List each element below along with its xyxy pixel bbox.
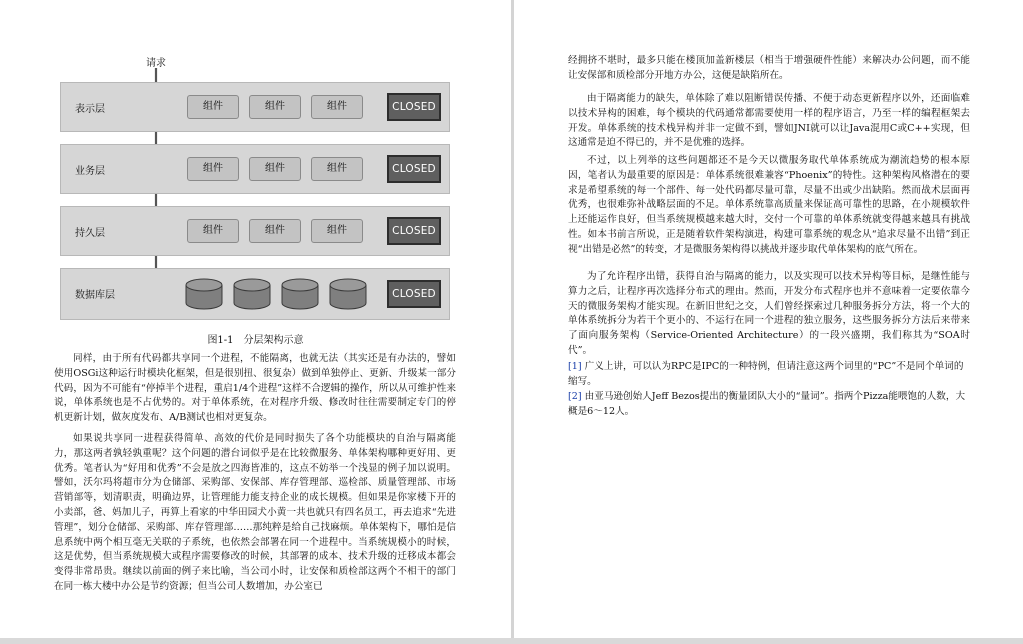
body-paragraph: 同样，由于所有代码都共享同一个进程，不能隔离，也就无法（其实还是有办法的，譬如使用OSGi这种运行时模块化框架，但是很别扭、很复杂）做到单独停止、更新、升级某一部分代码，因为不可能有“停掉半个进程，重启1/4个进程”这样不合逻辑的操作，所以从可维护性来说，单体系统也是不占优势的。对于单体系统，在对程序升级、修改时往往需要制定专门的停机更新计划，做灰度发布、A/B测试也相对更复杂。 bbox=[54, 353, 456, 424]
left-page bbox=[0, 0, 511, 644]
business-layer bbox=[60, 144, 450, 194]
component-box: 组件 bbox=[187, 157, 239, 181]
horizontal-scrollbar[interactable] bbox=[0, 638, 1023, 644]
layer-name: 持久层 bbox=[75, 228, 105, 239]
component-box: 组件 bbox=[187, 95, 239, 119]
footnote-text: 由亚马逊创始人Jeff Bezos提出的衡量团队大小的“量词”。指两个Pizza能喂饱的人数，大概是6～12人。 bbox=[568, 391, 966, 417]
body-paragraph: 为了允许程序出错，获得自治与隔离的能力，以及实现可以技术异构等目标，是继性能与算力之后，让程序再次选择分布式的理由。然而，开发分布式程序也并不意味着一定要依靠今天的微服务架构才能实现。在新旧世纪之交，人们曾经探索过几种服务拆分方法，将一个大的单体系统拆分为若干个更小的、不运行在同一个进程的独立服务，这些服务拆分方法后来带来了面向服务架构（Service-Oriented Architecture）的一段兴盛期，我们称其为“SOA时代”。 bbox=[568, 271, 970, 356]
component-box: 组件 bbox=[311, 95, 363, 119]
component-box: 组件 bbox=[249, 95, 301, 119]
closed-badge: CLOSED bbox=[387, 93, 441, 121]
figure-caption: 图1-1 分层架构示意 bbox=[207, 335, 304, 346]
persistence-layer bbox=[60, 206, 450, 256]
right-page bbox=[514, 0, 1023, 644]
body-paragraph: 不过，以上列举的这些问题都还不是今天以微服务取代单体系统成为潮流趋势的根本原因，笔者认为最重要的原因是：单体系统很难兼容“Phoenix”的特性。这种架构风格潜在的要求是希望系统的每一个部件、每一处代码都尽量可靠，尽量不出或少出缺陷。然而战术层面再优秀，也很难弥补战略层面的不足。单体系统靠高质量来保证高可靠性的思路，在小规模软件上还能运作良好，但当系统规模越来越大时，交付一个可靠的单体系统就变得越来越具有挑战性。如本书前言所说，正是随着软件架构演进，构建可靠系统的观念从“追求尽量不出错”到正视“出错是必然”的转变，才是微服务架构得以挑战并逐步取代单体架构的底气所在。 bbox=[568, 155, 970, 255]
closed-badge: CLOSED bbox=[387, 217, 441, 245]
component-box: 组件 bbox=[249, 157, 301, 181]
body-paragraph: 如果说共享同一进程获得简单、高效的代价是同时损失了各个功能模块的自治与隔离能力，那这两者孰轻孰重呢？这个问题的潜台词似乎是在比较微服务、单体架构哪种更好用、更优秀。笔者认为“好用和优秀”不会是放之四海皆准的，这点不妨举一个浅显的例子加以说明。譬如，沃尔玛将超市分为仓储部、采购部、安保部、库存管理部、巡检部、质量管理部、市场营销部等，划清职责，明确边界，让管理能力能支持企业的成长规模。但如果是你家楼下开的小卖部，爸、妈加儿子，再算上看家的中华田园犬小黄一共也就只有四名员工，再去追求“先进管理”，划分仓储部、采购部、库存管理部……那纯粹是给自己找麻烦。单体架构下，哪怕是信息系统中两个相互毫无关联的子系统，也依然会部署在同一个进程中。当系统规模小的时候，这是优势，但当系统规模大或程序需要修改的时候，其部署的成本、技术升级的迁移成本都会变得非常昂贵。继续以前面的例子来比喻，当公司小时，让安保和质检部这两个不相干的部门在同一栋大楼中办公是节约资源；但当公司人数增加，办公室已 bbox=[54, 433, 456, 592]
footnote bbox=[568, 390, 970, 420]
footnote-link[interactable]: [1] bbox=[568, 361, 582, 372]
database-cylinder-icon bbox=[329, 278, 367, 310]
database-cylinder-icon bbox=[233, 278, 271, 310]
component-box: 组件 bbox=[311, 157, 363, 181]
closed-badge: CLOSED bbox=[387, 155, 441, 183]
database-layer bbox=[60, 268, 450, 320]
closed-badge: CLOSED bbox=[387, 280, 441, 308]
footnote-text: 广义上讲，可以认为RPC是IPC的一种特例，但请注意这两个词里的“PC”不是同个单词的缩写。 bbox=[568, 361, 964, 387]
body-paragraph: 经拥挤不堪时，最多只能在楼顶加盖新楼层（相当于增强硬件性能）来解决办公问题，而不能让安保部和质检部分开地方办公，这便是缺陷所在。 bbox=[568, 55, 970, 81]
layer-name: 数据库层 bbox=[75, 290, 115, 301]
layer-name: 表示层 bbox=[75, 104, 105, 115]
footnote bbox=[568, 360, 970, 390]
database-cylinder-icon bbox=[281, 278, 319, 310]
database-cylinder-icon bbox=[185, 278, 223, 310]
body-paragraph: 由于隔离能力的缺失，单体除了难以阻断错误传播、不便于动态更新程序以外，还面临难以技术异构的困难，每个模块的代码通常都需要使用一样的程序语言，乃至一样的编程框架去开发。单体系统的技术栈异构并非一定做不到，譬如JNI就可以让Java混用C或C++实现，但这通常是迫不得已的，并不是优雅的选择。 bbox=[568, 93, 970, 149]
layer-name: 业务层 bbox=[75, 166, 105, 177]
component-box: 组件 bbox=[249, 219, 301, 243]
footnote-link[interactable]: [2] bbox=[568, 391, 582, 402]
component-box: 组件 bbox=[311, 219, 363, 243]
layered-architecture-figure bbox=[60, 50, 450, 325]
request-label: 请求 bbox=[146, 58, 166, 69]
presentation-layer bbox=[60, 82, 450, 132]
component-box: 组件 bbox=[187, 219, 239, 243]
